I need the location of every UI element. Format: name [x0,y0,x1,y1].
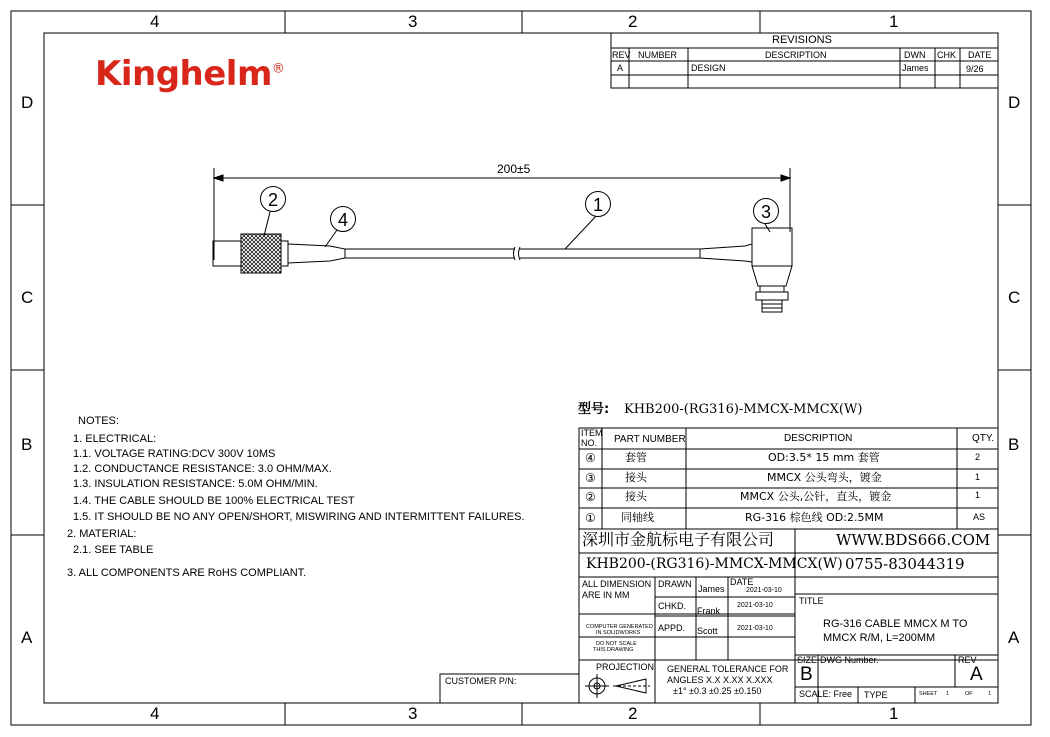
bom-row-4-item: ④ [585,451,596,465]
description-header: DESCRIPTION [765,50,827,60]
of-number: 1 [988,691,992,697]
zone-row-b-right: B [1008,435,1020,454]
zone-row-c-right: C [1008,288,1021,307]
zone-row-d-left: D [21,93,34,112]
chkd-by: Frank [697,606,721,616]
chkd-date: 2021-03-10 [737,602,773,609]
zone-row-a-right: A [1008,628,1020,647]
sheet-number: 1 [946,691,950,697]
rev-value-block: A [970,664,983,685]
computer-generated-2: IN SOLIDWORKS [596,630,641,636]
title-label: TITLE [799,596,824,606]
date-header: DATE [968,50,992,60]
zone-col-2-bottom: 2 [628,704,638,723]
projection-label: PROJECTION [596,662,655,672]
bom-item-header-2: NO. [581,438,598,448]
sheet-label: SHEET [919,691,938,697]
bom-row-2-qty: 1 [975,490,981,500]
drawing-title-1: RG-316 CABLE MMCX M TO [823,618,968,630]
dim-note-2: ARE IN MM [582,590,630,600]
length-dimension: 200±5 [497,162,531,176]
dwn-header: DWN [904,50,926,60]
balloon-2: 2 [260,186,286,212]
notes-heading: NOTES: [78,415,119,427]
bom-row-2-item: ② [585,490,596,504]
zone-col-4-top: 4 [150,12,160,31]
zone-row-a-left: A [21,628,33,647]
scale-label: SCALE: Free [799,689,853,699]
bom-row-3-item: ③ [585,471,596,485]
zone-col-3-top: 3 [408,12,418,31]
bom-item-header: ITEM [581,428,603,438]
note-line: 1. ELECTRICAL: [73,433,157,445]
bom-row-4-qty: 2 [975,452,981,462]
note-line: 1.5. IT SHOULD BE NO ANY OPEN/SHORT, MISWIRING AND INTERMITTENT FAILURES. [73,511,525,523]
zone-row-b-left: B [21,435,33,454]
note-line: 1.4. THE CABLE SHOULD BE 100% ELECTRICAL TEST [73,495,355,507]
balloon-4: 4 [330,206,356,232]
model-label: 型号: [578,402,610,417]
balloon-1: 1 [585,191,611,217]
zone-row-c-left: C [21,288,34,307]
zone-col-4-bottom: 4 [150,704,160,723]
rev-drawn-by: James [902,63,929,73]
bom-part-header: PART NUMBER [614,434,686,445]
note-line: 2.1. SEE TABLE [73,544,154,556]
appd-date: 2021-03-10 [737,625,773,632]
note-line: 2. MATERIAL: [67,528,137,540]
bom-row-1-description: RG-316 棕色线 OD:2.5MM [745,511,884,524]
dwg-number-label: DWG Number. [820,655,879,665]
type-label: TYPE [864,690,888,700]
tolerance-line-2: ANGLES X.X X.XX X.XXX [667,675,773,685]
drawn-date: 2021-03-10 [746,587,782,594]
company-website: WWW.BDS666.COM [836,531,991,549]
bom-row-3-qty: 1 [975,472,981,482]
note-line: 3. ALL COMPONENTS ARE RoHS COMPLIANT. [67,567,307,579]
rev-header: REV [612,50,631,60]
do-not-scale: DO NOT SCALE [596,641,637,647]
bom-row-1-item: ① [585,511,596,525]
drawn-by: James [698,584,725,594]
bom-row-3-part: 接头 [625,471,647,484]
appd-label: APPD. [658,623,686,633]
note-line: 1.3. INSULATION RESISTANCE: 5.0M OHM/MIN. [73,478,318,490]
bom-description-header: DESCRIPTION [784,433,853,444]
zone-col-3-bottom: 3 [408,704,418,723]
rev-value: A [617,63,624,73]
note-line: 1.2. CONDUCTANCE RESISTANCE: 3.0 OHM/MAX. [73,463,332,475]
bom-row-4-part: 套管 [625,451,647,464]
note-line: 1.1. VOLTAGE RATING:DCV 300V 10MS [73,448,276,460]
bom-row-1-part: 同轴线 [621,511,654,524]
appd-by: Scott [697,626,718,636]
drawn-label: DRAWN [658,579,692,589]
bom-row-2-description: MMCX 公头,公针，直头，镀金 [740,490,892,503]
zone-col-2-top: 2 [628,12,638,31]
rev-date: 9/26 [966,64,984,74]
number-header: NUMBER [638,50,678,60]
bom-row-4-description: OD:3.5* 15 mm 套管 [768,451,880,464]
company-part-number: KHB200-(RG316)-MMCX-MMCX(W) [586,556,843,572]
bom-row-2-part: 接头 [625,490,647,503]
tolerance-line-3: ±1° ±0.3 ±0.25 ±0.150 [673,686,762,696]
company-phone: 0755-83044319 [845,555,965,573]
bom-qty-header: QTY. [972,433,995,444]
drawing-title-2: MMCX R/M, L=200MM [823,632,936,644]
rev-description: DESIGN [691,63,726,73]
kinghelm-logo: Kinghelm® [95,54,285,94]
tolerance-line-1: GENERAL TOLERANCE FOR [667,664,789,674]
size-label: SIZE [797,655,818,665]
zone-col-1-bottom: 1 [889,704,899,723]
computer-generated: COMPUTER GENERATED [586,624,653,630]
inner-border [44,33,998,703]
rev-label: REV [958,655,977,665]
company-name: 深圳市金航标电子有限公司 [582,530,775,549]
chkd-label: CHKD. [658,601,687,611]
chk-header: CHK [937,50,957,60]
revisions-title: REVISIONS [772,34,832,46]
bom-row-1-qty: AS [973,512,986,522]
of-label: OF [965,691,973,697]
size-value: B [800,664,813,685]
zone-row-d-right: D [1008,93,1021,112]
bom-row-3-description: MMCX 公头弯头，镀金 [767,471,882,484]
dim-note-1: ALL DIMENSION [582,579,652,589]
do-not-scale-2: THIS DRAWING [593,647,634,653]
date-label: DATE [730,577,754,587]
zone-col-1-top: 1 [889,12,899,31]
balloon-3: 3 [753,198,779,224]
model-value: KHB200-(RG316)-MMCX-MMCX(W) [624,402,863,417]
customer-pn-label: CUSTOMER P/N: [445,676,517,686]
